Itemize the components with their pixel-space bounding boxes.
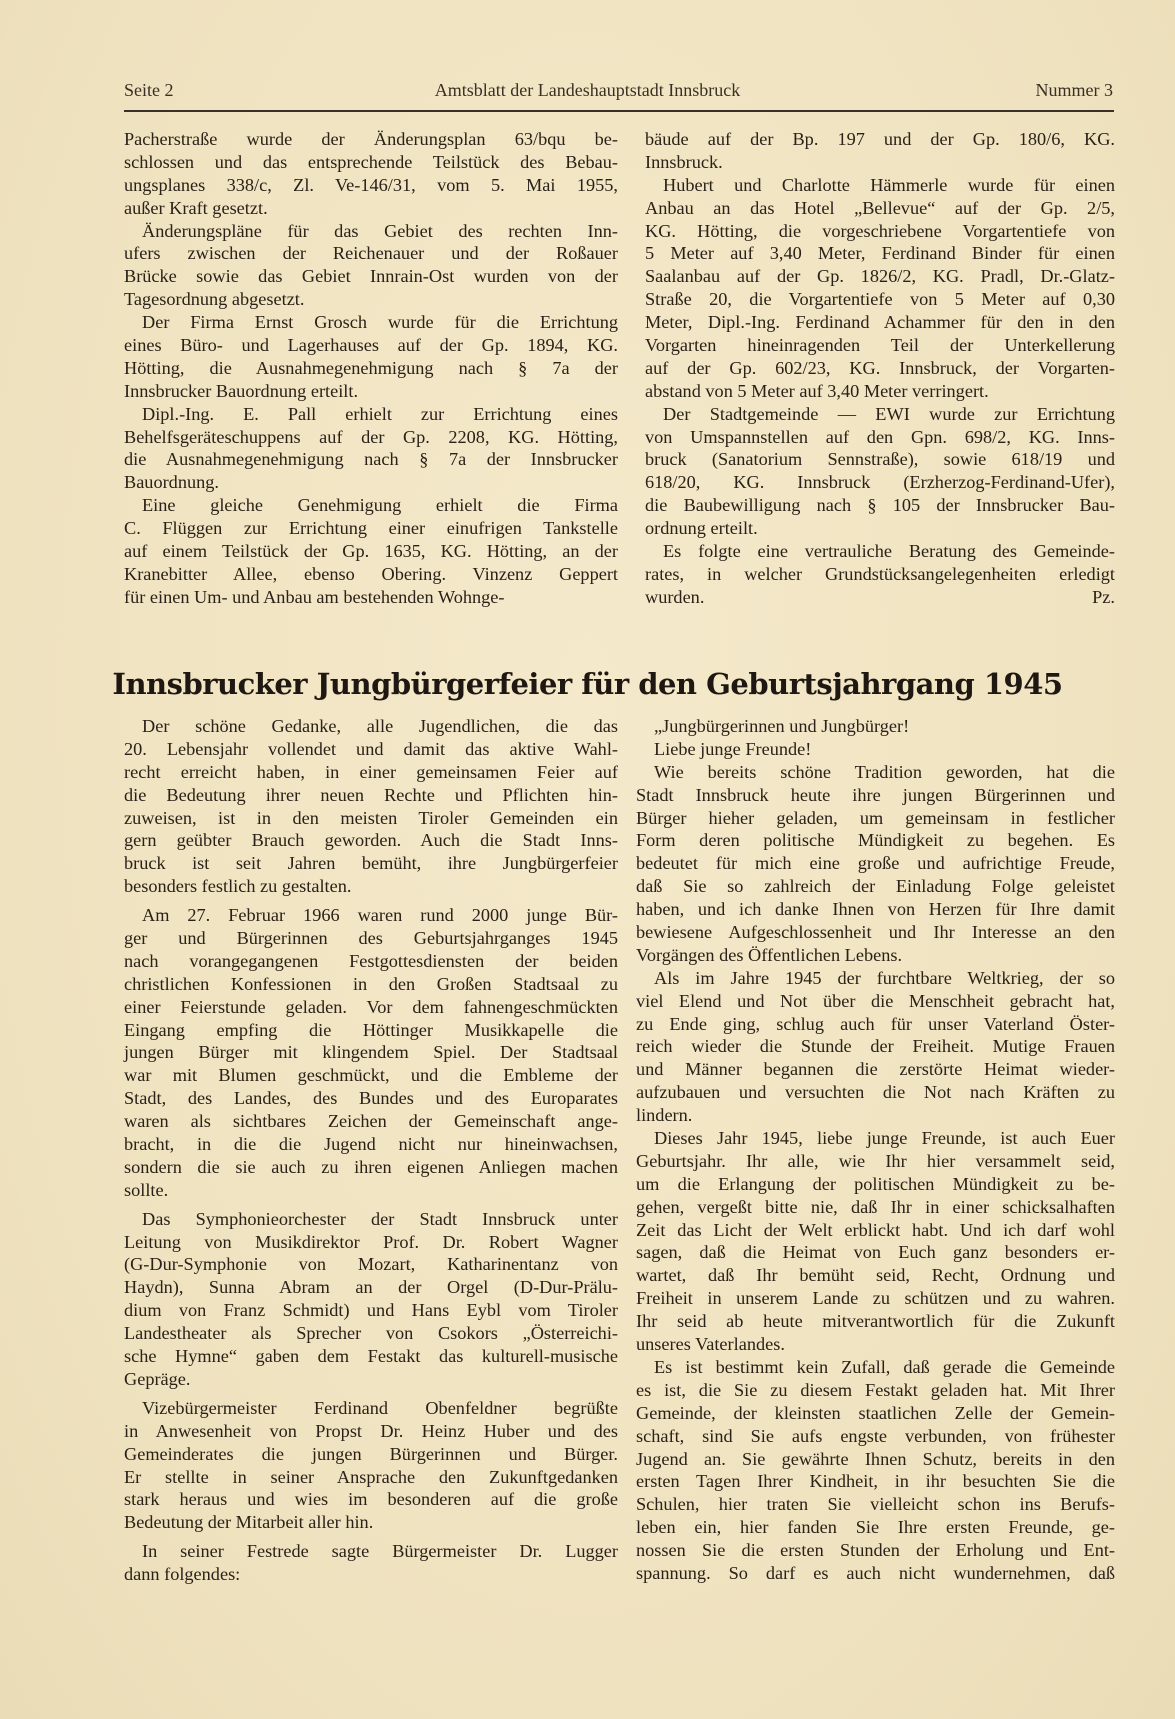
line-text: um die Erlangung der politischen Mündigkeit zu be- (636, 1173, 1115, 1194)
line-text: auf einem Teilstück der Gp. 1635, KG. Hötting, an der (124, 541, 618, 562)
page-number: Seite 2 (124, 80, 174, 100)
line-text: auf der Gp. 602/23, KG. Innsbruck, der Vorgarten- (645, 357, 1115, 378)
paragraph (124, 1540, 618, 1586)
text-line (124, 1563, 618, 1586)
text-line (124, 904, 618, 927)
text-line (124, 128, 618, 151)
text-line (124, 1368, 618, 1391)
line-text: Es ist bestimmt kein Zufall, daß gerade die Gemeinde (654, 1356, 1115, 1377)
text-line (636, 1516, 1115, 1539)
article-headline: Innsbrucker Jungbürgerfeier für den Geburtsjahrgang 1945 (112, 667, 1063, 702)
paragraph (645, 174, 1115, 403)
line-text: ordnung erteilt. (645, 518, 758, 539)
line-text: Am 27. Februar 1966 waren rund 2000 junge Bür- (142, 905, 618, 926)
text-line (645, 540, 1115, 563)
line-text: Form deren politische Mündigkeit zu begehen. Es (636, 830, 1115, 851)
line-text: lindern. (636, 1105, 693, 1126)
text-line (124, 1322, 618, 1345)
line-text: Stadt, des Landes, des Bundes und des Europarates (124, 1088, 618, 1109)
line-text: dann folgendes: (124, 1564, 241, 1585)
text-line (636, 1562, 1115, 1585)
text-line (645, 563, 1115, 586)
text-line (636, 1035, 1115, 1058)
line-text: einer Feierstunde geladen. Vor dem fahnengeschmückten (124, 996, 618, 1017)
text-line (124, 950, 618, 973)
line-text: die Ausnahmegenehmigung nach § 7a der Innsbrucker (124, 449, 618, 470)
text-line (645, 334, 1115, 357)
text-line (124, 715, 618, 738)
text-line (124, 1110, 618, 1133)
article-left-column (124, 715, 618, 1586)
text-line (124, 174, 618, 197)
line-text: für einen Um- und Anbau am bestehenden Wohnge- (124, 586, 505, 607)
text-line (124, 357, 618, 380)
paragraph (636, 738, 1115, 761)
text-line (645, 288, 1115, 311)
line-text: bruck ist seit Jahren bemüht, ihre Jungbürgerfeier (124, 853, 618, 874)
article-right-column (636, 715, 1115, 1585)
text-line (645, 380, 1115, 403)
text-line (636, 1470, 1115, 1493)
line-text: spannung. So darf es auch nicht wundernehmen, daß (636, 1562, 1115, 1583)
line-text: bedeutet für mich eine große und aufrichtige Freude, (636, 853, 1115, 874)
text-line (124, 334, 618, 357)
text-line (124, 829, 618, 852)
line-text: die Baubewilligung nach § 105 der Innsbrucker Bau- (645, 495, 1115, 516)
line-text: Das Symphonieorchester der Stadt Innsbruck unter (142, 1208, 618, 1229)
paragraph (645, 540, 1115, 609)
text-line (124, 1208, 618, 1231)
line-text: Wie bereits schöne Tradition geworden, hat die (654, 761, 1115, 782)
text-line (636, 1379, 1115, 1402)
line-text: ungsplanes 338/c, Zl. Ve-146/31, vom 5. Mai 1955, (124, 174, 618, 195)
text-line (124, 540, 618, 563)
text-line (124, 1064, 618, 1087)
text-line (124, 852, 618, 875)
line-text: sagen, daß die Heimat von Euch ganz besonders er- (636, 1242, 1115, 1263)
text-line (645, 586, 1115, 609)
line-text: Bürger hieher geladen, um gemeinsam in festlicher (636, 807, 1115, 828)
paragraph (124, 220, 618, 312)
text-line (124, 288, 618, 311)
line-text: Vorgarten hineinragenden Teil der Unterkellerung (645, 335, 1115, 356)
text-line (124, 1019, 618, 1042)
text-line (636, 1219, 1115, 1242)
line-text: 20. Lebensjahr vollendet und damit das aktive Wahl- (124, 738, 618, 759)
line-text: in Anwesenheit von Propst Dr. Heinz Huber und des (124, 1420, 618, 1441)
line-text: Bauordnung. (124, 472, 219, 493)
text-line (124, 1041, 618, 1064)
line-text: Änderungspläne für das Gebiet des rechten Inn- (142, 220, 618, 241)
line-text: Straße 20, die Vorgartentiefe von 5 Meter auf 0,30 (645, 289, 1115, 310)
line-text: Ihr seid ab heute mitverantwortlich für die Zukunft (636, 1311, 1115, 1332)
line-text: Gemeinde, der kleinsten staatlichen Zelle der Gemein- (636, 1402, 1115, 1423)
line-text: C. Flüggen zur Errichtung einer einufrigen Tankstelle (124, 518, 618, 539)
line-text: Der Stadtgemeinde — EWI wurde zur Errichtung (663, 403, 1115, 424)
line-text: ger und Bürgerinnen des Geburtsjahrganges 1945 (124, 928, 618, 949)
line-text: Haydn), Sunna Abram an der Orgel (D-Dur-Prälu- (124, 1277, 618, 1298)
line-text: Leitung von Musikdirektor Prof. Dr. Robert Wagner (124, 1231, 618, 1252)
line-text: eines Büro- und Lagerhauses auf der Gp. 1894, KG. (124, 335, 618, 356)
line-text: bracht, in die die Jugend nicht nur hineinwachsen, (124, 1134, 618, 1155)
line-text: Es folgte eine vertrauliche Beratung des Gemeinde- (663, 541, 1115, 562)
text-line (124, 1133, 618, 1156)
text-line (645, 242, 1115, 265)
text-line (636, 1356, 1115, 1379)
paragraph (124, 715, 618, 898)
line-text: Hötting, die Ausnahmegenehmigung nach § 7a der (124, 357, 618, 378)
text-line (636, 738, 1115, 761)
text-line (124, 563, 618, 586)
text-line (124, 197, 618, 220)
line-text: Stadt Innsbruck heute ihre jungen Bürgerinnen und (636, 784, 1115, 805)
text-line (645, 151, 1115, 174)
publication-title: Amtsblatt der Landeshauptstadt Innsbruck (434, 80, 741, 100)
line-text: außer Kraft gesetzt. (124, 197, 268, 218)
text-line (636, 1150, 1115, 1173)
line-text: zuweisen, ist in den meisten Tiroler Gemeinden ein (124, 807, 618, 828)
line-text: Innsbruck. (645, 151, 723, 172)
text-line (645, 494, 1115, 517)
line-text: rates, in welcher Grundstücksangelegenheiten erledigt (645, 563, 1115, 584)
text-line (636, 1241, 1115, 1264)
line-text: bruck (Sanatorium Sennstraße), sowie 618/19 und (645, 449, 1115, 470)
text-line (124, 1179, 618, 1202)
text-line (636, 1333, 1115, 1356)
line-text: zu Ende ging, schlug auch für unser Vaterland Öster- (636, 1013, 1115, 1034)
line-text: nossen Sie die ersten Stunden der Erholung und Ent- (636, 1540, 1115, 1561)
line-text: (G-Dur-Symphonie von Mozart, Katharinentanz von (124, 1254, 618, 1275)
line-text: wurden. (645, 586, 705, 607)
text-line (124, 1231, 618, 1254)
text-line (124, 380, 618, 403)
line-text: Der Firma Ernst Grosch wurde für die Errichtung (142, 312, 618, 333)
line-text: 618/20, KG. Innsbruck (Erzherzog-Ferdinand-Ufer), (645, 472, 1115, 493)
text-line (636, 807, 1115, 830)
paragraph (124, 311, 618, 403)
text-line (124, 1540, 618, 1563)
line-text: abstand von 5 Meter auf 3,40 Meter verringert. (645, 380, 989, 401)
text-line (636, 944, 1115, 967)
line-text: von Umspannstellen auf den Gpn. 698/2, KG. Inns- (645, 426, 1115, 447)
text-line (645, 471, 1115, 494)
line-text: besonders festlich zu gestalten. (124, 876, 352, 897)
line-text: gehen, vergeßt bitte nie, daß Ihr in einer schicksalhaften (636, 1196, 1115, 1217)
text-line (645, 403, 1115, 426)
paragraph (124, 128, 618, 220)
line-text: gern geübter Brauch geworden. Auch die Stadt Inns- (124, 830, 618, 851)
line-text: jungen Bürger mit klingendem Spiel. Der Stadtsaal (124, 1042, 618, 1063)
line-text: nach vorangegangenen Festgottesdiensten der beiden (124, 950, 618, 971)
line-text: In seiner Festrede sagte Bürgermeister Dr. Lugger (142, 1541, 618, 1562)
text-line (636, 990, 1115, 1013)
line-text: „Jungbürgerinnen und Jungbürger! (654, 716, 910, 736)
text-line (636, 1196, 1115, 1219)
text-line (124, 1488, 618, 1511)
line-text: Saalanbau auf der Gp. 1826/2, KG. Pradl, Dr.-Glatz- (645, 266, 1115, 287)
line-text: Behelfsgeräteschuppens auf der Gp. 2208, KG. Hötting, (124, 426, 618, 447)
text-line (124, 448, 618, 471)
line-text: waren als sichtbares Zeichen der Gemeinschaft ange- (124, 1111, 618, 1132)
line-text: 5 Meter auf 3,40 Meter, Ferdinand Binder für einen (645, 243, 1115, 264)
paragraph (124, 1208, 618, 1391)
text-line (636, 1264, 1115, 1287)
text-line (645, 517, 1115, 540)
text-line (124, 973, 618, 996)
line-text: Als im Jahre 1945 der furchtbare Weltkrieg, der so (654, 967, 1115, 988)
text-line (124, 784, 618, 807)
paragraph (124, 403, 618, 495)
issue-number: Nummer 3 (1035, 80, 1113, 100)
text-line (124, 1443, 618, 1466)
line-text: Liebe junge Freunde! (654, 738, 812, 759)
text-line (124, 738, 618, 761)
text-line (636, 1013, 1115, 1036)
top-left-column (124, 128, 618, 609)
line-text: recht erreicht haben, in einer gemeinsamen Feier auf (124, 761, 618, 782)
text-line (124, 517, 618, 540)
text-line (124, 586, 618, 609)
text-line (645, 265, 1115, 288)
text-line (124, 1087, 618, 1110)
text-line (124, 220, 618, 243)
paragraph (124, 494, 618, 608)
text-line (124, 927, 618, 950)
line-text: Hubert und Charlotte Hämmerle wurde für einen (663, 174, 1115, 195)
text-line (124, 1345, 618, 1368)
text-line (636, 761, 1115, 784)
line-text: Innsbrucker Bauordnung erteilt. (124, 380, 359, 401)
text-line (124, 1511, 618, 1534)
line-text: und Männer begannen die zerstörte Heimat wieder- (636, 1059, 1115, 1080)
text-line (645, 448, 1115, 471)
paragraph (636, 1127, 1115, 1356)
text-line (636, 1402, 1115, 1425)
line-text: Dipl.-Ing. E. Pall erhielt zur Errichtung eines (142, 403, 618, 424)
text-line (645, 357, 1115, 380)
line-text: war mit Blumen geschmückt, und die Embleme der (124, 1065, 618, 1086)
line-text: Brücke sowie das Gebiet Innrain-Ost wurden von der (124, 266, 618, 287)
line-text: daß Sie so zahlreich der Einladung Folge geleistet (636, 876, 1115, 897)
text-line (636, 1081, 1115, 1104)
text-line (124, 1420, 618, 1443)
paragraph (124, 1397, 618, 1534)
paragraph (636, 967, 1115, 1127)
line-text: schlossen und das entsprechende Teilstück des Bebau- (124, 151, 618, 172)
text-line (636, 852, 1115, 875)
text-line (124, 996, 618, 1019)
line-text: schaft, sind Sie aufs engste verbunden, von frühester (636, 1425, 1115, 1446)
text-line (636, 921, 1115, 944)
header-rule (124, 110, 1114, 112)
line-text: haben, und ich danke Ihnen von Herzen für Ihre damit (636, 899, 1115, 920)
line-text: christlichen Konfessionen in den Großen Stadtsaal zu (124, 973, 618, 994)
text-line (636, 898, 1115, 921)
line-text: Eine gleiche Genehmigung erhielt die Firma (142, 495, 618, 516)
line-text: unseres Vaterlandes. (636, 1334, 785, 1355)
line-text: Landestheater als Sprecher von Csokors „Österreichi- (124, 1323, 618, 1344)
text-line (124, 1276, 618, 1299)
line-text: Jugend an. Sie gewährte Ihnen Schutz, bereits in den (636, 1448, 1115, 1469)
paragraph (124, 904, 618, 1202)
line-text: Pacherstraße wurde der Änderungsplan 63/bqu be- (124, 129, 618, 149)
text-line (124, 151, 618, 174)
paragraph (645, 128, 1115, 174)
line-text: die Bedeutung ihrer neuen Rechte und Pflichten hin- (124, 784, 618, 805)
line-text: KG. Hötting, die vorgeschriebene Vorgartentiefe von (645, 220, 1115, 241)
line-text: leben ein, hier fanden Sie Ihre ersten Freunde, ge- (636, 1517, 1115, 1538)
line-text: Vorgängen des Öffentlichen Lebens. (636, 944, 903, 965)
line-text: viel Elend und Not über die Menschheit gebracht hat, (636, 990, 1115, 1011)
line-text: sollte. (124, 1179, 169, 1200)
line-text: stark heraus und wies im besonderen auf die große (124, 1489, 618, 1510)
text-line (124, 1156, 618, 1179)
line-text: reich wieder die Stunde der Freiheit. Mutige Frauen (636, 1036, 1115, 1057)
text-line (124, 311, 618, 334)
text-line (124, 494, 618, 517)
line-text: sondern die sie auch zu ihren eigenen Anliegen machen (124, 1156, 618, 1177)
text-line (636, 1104, 1115, 1127)
text-line (124, 1299, 618, 1322)
text-line (636, 1058, 1115, 1081)
paragraph (645, 403, 1115, 540)
text-line (636, 1425, 1115, 1448)
line-text: dium von Franz Schmidt) und Hans Eybl vom Tiroler (124, 1300, 618, 1321)
text-line (645, 220, 1115, 243)
text-line (124, 242, 618, 265)
paragraph (636, 761, 1115, 967)
line-text: Eingang empfing die Höttinger Musikkapelle die (124, 1019, 618, 1040)
text-line (645, 174, 1115, 197)
line-text: sche Hymne“ gaben dem Festakt das kulturell-musische (124, 1346, 618, 1367)
line-text: Tagesordnung abgesetzt. (124, 289, 305, 310)
text-line (124, 761, 618, 784)
line-text: Vizebürgermeister Ferdinand Obenfeldner begrüßte (142, 1397, 618, 1418)
text-line (636, 967, 1115, 990)
text-line (636, 1173, 1115, 1196)
line-text: bäude auf der Bp. 197 und der Gp. 180/6, KG. (645, 129, 1115, 149)
line-text: Freiheit in unserem Lande zu schützen und zu wahren. (636, 1288, 1115, 1309)
line-text: ufers zwischen der Reichenauer und der Roßauer (124, 243, 618, 264)
paragraph (636, 1356, 1115, 1585)
line-text: Schulen, hier traten Sie vielleicht schon ins Berufs- (636, 1494, 1115, 1515)
text-line (645, 311, 1115, 334)
line-text: Gepräge. (124, 1368, 191, 1389)
text-line (636, 1127, 1115, 1150)
text-line (636, 875, 1115, 898)
line-text: Geburtsjahr. Ihr alle, wie Ihr hier versammelt seid, (636, 1150, 1115, 1171)
paragraph (636, 715, 1115, 738)
text-line (636, 1539, 1115, 1562)
text-line (124, 403, 618, 426)
line-text: ersten Tagen Ihrer Kindheit, in ihr besuchten Sie die (636, 1471, 1115, 1492)
text-line (636, 1310, 1115, 1333)
line-text: Bedeutung der Mitarbeit aller hin. (124, 1512, 374, 1533)
text-line (645, 128, 1115, 151)
text-line (124, 426, 618, 449)
text-line (636, 1287, 1115, 1310)
line-text: Zeit das Licht der Welt erblickt habt. Und ich darf wohl (636, 1219, 1115, 1240)
line-text: Der schöne Gedanke, alle Jugendlichen, die das (142, 716, 618, 736)
line-text: es ist, die Sie zu diesem Festakt geladen hat. Mit Ihrer (636, 1379, 1115, 1400)
line-text: bewiesene Aufgeschlossenheit und Ihr Interesse an den (636, 922, 1115, 943)
text-line (124, 1253, 618, 1276)
line-text: aufzubauen und versuchten die Not nach Kräften zu (636, 1082, 1115, 1103)
line-text: Dieses Jahr 1945, liebe junge Freunde, ist auch Euer (654, 1128, 1115, 1149)
text-line (124, 875, 618, 898)
text-line (636, 829, 1115, 852)
line-text: Anbau an das Hotel „Bellevue“ auf der Gp. 2/5, (645, 197, 1115, 218)
text-line (124, 1466, 618, 1489)
line-text: wartet, daß Ihr bemüht seid, Recht, Ordnung und (636, 1265, 1115, 1286)
line-text: Gemeinderates die jungen Bürgerinnen und Bürger. (124, 1443, 618, 1464)
text-line (636, 1493, 1115, 1516)
text-line (636, 715, 1115, 738)
text-line (124, 807, 618, 830)
text-line (636, 784, 1115, 807)
line-text: Kranebitter Allee, ebenso Obering. Vinzenz Geppert (124, 563, 618, 584)
top-right-column (645, 128, 1115, 609)
text-line (124, 1397, 618, 1420)
text-line (645, 197, 1115, 220)
text-line (636, 1448, 1115, 1471)
text-line (124, 471, 618, 494)
line-text: Meter, Dipl.-Ing. Ferdinand Achammer für den in den (645, 312, 1115, 333)
text-line (645, 426, 1115, 449)
author-signature: Pz. (1092, 586, 1115, 607)
line-text: Er stellte in seiner Ansprache den Zukunftgedanken (124, 1466, 618, 1487)
text-line (124, 265, 618, 288)
